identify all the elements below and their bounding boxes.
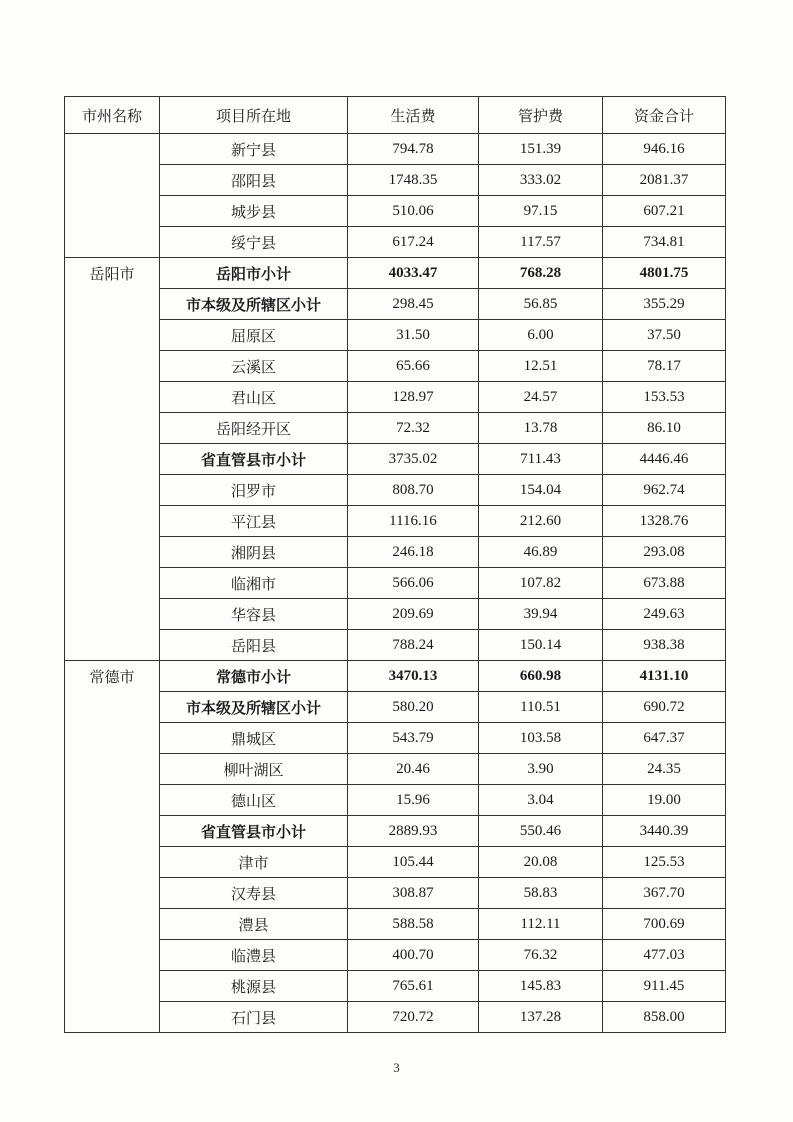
cell-city: [65, 971, 160, 1002]
cell-city: [65, 723, 160, 754]
cell-location: 平江县: [160, 506, 348, 537]
table-row: [65, 971, 726, 1002]
table-row: [65, 661, 726, 692]
cell-care-cost: 39.94: [479, 599, 603, 630]
cell-care-cost: 3.04: [479, 785, 603, 816]
cell-location: 屈原区: [160, 320, 348, 351]
cell-living-cost: 765.61: [348, 971, 479, 1002]
cell-city: [65, 568, 160, 599]
cell-location: 华容县: [160, 599, 348, 630]
cell-city: [65, 320, 160, 351]
table-row: [65, 134, 726, 165]
cell-city: [65, 165, 160, 196]
cell-total: 86.10: [603, 413, 726, 444]
cell-city: 岳阳市: [65, 258, 160, 289]
cell-city: [65, 227, 160, 258]
cell-total: 293.08: [603, 537, 726, 568]
cell-total: 24.35: [603, 754, 726, 785]
cell-care-cost: 110.51: [479, 692, 603, 723]
cell-total: 690.72: [603, 692, 726, 723]
cell-total: 477.03: [603, 940, 726, 971]
table-row: [65, 227, 726, 258]
cell-total: 700.69: [603, 909, 726, 940]
cell-living-cost: 1748.35: [348, 165, 479, 196]
cell-living-cost: 543.79: [348, 723, 479, 754]
cell-city: [65, 940, 160, 971]
cell-city: [65, 847, 160, 878]
cell-care-cost: 103.58: [479, 723, 603, 754]
table-row: [65, 847, 726, 878]
cell-city: [65, 134, 160, 165]
table-row: [65, 568, 726, 599]
page-number: 3: [393, 1060, 400, 1075]
cell-total: 4446.46: [603, 444, 726, 475]
cell-location: 澧县: [160, 909, 348, 940]
cell-total: 673.88: [603, 568, 726, 599]
table-row: [65, 196, 726, 227]
table-row: [65, 630, 726, 661]
cell-city: [65, 382, 160, 413]
cell-total: 367.70: [603, 878, 726, 909]
cell-living-cost: 720.72: [348, 1002, 479, 1033]
cell-total: 125.53: [603, 847, 726, 878]
cell-living-cost: 566.06: [348, 568, 479, 599]
cell-city: [65, 537, 160, 568]
cell-location: 津市: [160, 847, 348, 878]
cell-location: 岳阳市小计: [160, 258, 348, 289]
cell-total: 4131.10: [603, 661, 726, 692]
cell-city: [65, 816, 160, 847]
table-row: [65, 940, 726, 971]
cell-total: 37.50: [603, 320, 726, 351]
cell-city: [65, 599, 160, 630]
cell-total: 2081.37: [603, 165, 726, 196]
cell-location: 岳阳经开区: [160, 413, 348, 444]
table-row: [65, 258, 726, 289]
cell-location: 鼎城区: [160, 723, 348, 754]
cell-living-cost: 588.58: [348, 909, 479, 940]
cell-care-cost: 13.78: [479, 413, 603, 444]
cell-living-cost: 794.78: [348, 134, 479, 165]
cell-location: 汨罗市: [160, 475, 348, 506]
header-total: 资金合计: [603, 97, 726, 134]
cell-care-cost: 150.14: [479, 630, 603, 661]
cell-total: 858.00: [603, 1002, 726, 1033]
table-row: [65, 816, 726, 847]
cell-living-cost: 20.46: [348, 754, 479, 785]
table-row: [65, 599, 726, 630]
cell-location: 石门县: [160, 1002, 348, 1033]
cell-city: [65, 1002, 160, 1033]
cell-location: 柳叶湖区: [160, 754, 348, 785]
cell-living-cost: 788.24: [348, 630, 479, 661]
cell-living-cost: 72.32: [348, 413, 479, 444]
table-row: [65, 537, 726, 568]
cell-living-cost: 105.44: [348, 847, 479, 878]
cell-city: [65, 289, 160, 320]
table-row: [65, 351, 726, 382]
cell-care-cost: 107.82: [479, 568, 603, 599]
table-row: [65, 444, 726, 475]
table-row: [65, 382, 726, 413]
cell-total: 4801.75: [603, 258, 726, 289]
cell-living-cost: 209.69: [348, 599, 479, 630]
cell-total: 3440.39: [603, 816, 726, 847]
cell-city: [65, 909, 160, 940]
cell-total: 1328.76: [603, 506, 726, 537]
cell-city: [65, 785, 160, 816]
cell-location: 临湘市: [160, 568, 348, 599]
cell-living-cost: 128.97: [348, 382, 479, 413]
cell-living-cost: 3735.02: [348, 444, 479, 475]
cell-care-cost: 56.85: [479, 289, 603, 320]
cell-location: 省直管县市小计: [160, 816, 348, 847]
cell-city: [65, 413, 160, 444]
cell-care-cost: 112.11: [479, 909, 603, 940]
cell-city: [65, 692, 160, 723]
cell-living-cost: 298.45: [348, 289, 479, 320]
cell-care-cost: 137.28: [479, 1002, 603, 1033]
cell-living-cost: 308.87: [348, 878, 479, 909]
cell-care-cost: 3.90: [479, 754, 603, 785]
cell-care-cost: 212.60: [479, 506, 603, 537]
cell-location: 常德市小计: [160, 661, 348, 692]
cell-living-cost: 246.18: [348, 537, 479, 568]
table-row: [65, 785, 726, 816]
cell-care-cost: 117.57: [479, 227, 603, 258]
cell-total: 153.53: [603, 382, 726, 413]
cell-city: 常德市: [65, 661, 160, 692]
cell-city: [65, 444, 160, 475]
cell-city: [65, 754, 160, 785]
cell-living-cost: 400.70: [348, 940, 479, 971]
cell-location: 省直管县市小计: [160, 444, 348, 475]
table-row: [65, 754, 726, 785]
cell-living-cost: 510.06: [348, 196, 479, 227]
cell-living-cost: 65.66: [348, 351, 479, 382]
table-row: [65, 909, 726, 940]
cell-care-cost: 154.04: [479, 475, 603, 506]
table-row: [65, 320, 726, 351]
cell-total: 19.00: [603, 785, 726, 816]
cell-care-cost: 711.43: [479, 444, 603, 475]
cell-care-cost: 151.39: [479, 134, 603, 165]
cell-care-cost: 58.83: [479, 878, 603, 909]
cell-total: 962.74: [603, 475, 726, 506]
cell-city: [65, 196, 160, 227]
cell-total: 911.45: [603, 971, 726, 1002]
cell-location: 岳阳县: [160, 630, 348, 661]
cell-care-cost: 660.98: [479, 661, 603, 692]
cell-location: 汉寿县: [160, 878, 348, 909]
cell-care-cost: 76.32: [479, 940, 603, 971]
table-header-row: [65, 97, 726, 134]
cell-care-cost: 768.28: [479, 258, 603, 289]
cell-location: 君山区: [160, 382, 348, 413]
cell-total: 78.17: [603, 351, 726, 382]
cell-total: 355.29: [603, 289, 726, 320]
cell-living-cost: 580.20: [348, 692, 479, 723]
cell-location: 湘阴县: [160, 537, 348, 568]
table-body: [65, 134, 726, 1033]
cell-total: 607.21: [603, 196, 726, 227]
cell-care-cost: 333.02: [479, 165, 603, 196]
cell-total: 734.81: [603, 227, 726, 258]
cell-care-cost: 550.46: [479, 816, 603, 847]
cell-total: 946.16: [603, 134, 726, 165]
cell-care-cost: 24.57: [479, 382, 603, 413]
cell-total: 938.38: [603, 630, 726, 661]
table-row: [65, 506, 726, 537]
table-row: [65, 878, 726, 909]
cell-total: 647.37: [603, 723, 726, 754]
table-row: [65, 475, 726, 506]
cell-living-cost: 808.70: [348, 475, 479, 506]
cell-care-cost: 12.51: [479, 351, 603, 382]
table-row: [65, 692, 726, 723]
cell-location: 城步县: [160, 196, 348, 227]
cell-living-cost: 15.96: [348, 785, 479, 816]
cell-living-cost: 4033.47: [348, 258, 479, 289]
cell-living-cost: 1116.16: [348, 506, 479, 537]
cell-city: [65, 475, 160, 506]
cell-location: 新宁县: [160, 134, 348, 165]
cell-living-cost: 617.24: [348, 227, 479, 258]
cell-location: 市本级及所辖区小计: [160, 289, 348, 320]
cell-care-cost: 46.89: [479, 537, 603, 568]
cell-location: 桃源县: [160, 971, 348, 1002]
cell-living-cost: 2889.93: [348, 816, 479, 847]
cell-living-cost: 3470.13: [348, 661, 479, 692]
funds-table: [64, 96, 726, 1033]
cell-living-cost: 31.50: [348, 320, 479, 351]
table-row: [65, 1002, 726, 1033]
cell-city: [65, 506, 160, 537]
cell-care-cost: 6.00: [479, 320, 603, 351]
header-location: 项目所在地: [160, 97, 348, 134]
cell-city: [65, 878, 160, 909]
cell-location: 邵阳县: [160, 165, 348, 196]
table-row: [65, 723, 726, 754]
cell-care-cost: 145.83: [479, 971, 603, 1002]
cell-city: [65, 351, 160, 382]
table-row: [65, 413, 726, 444]
cell-care-cost: 20.08: [479, 847, 603, 878]
cell-location: 临澧县: [160, 940, 348, 971]
cell-location: 德山区: [160, 785, 348, 816]
table-row: [65, 165, 726, 196]
cell-total: 249.63: [603, 599, 726, 630]
header-living-cost: 生活费: [348, 97, 479, 134]
header-city: 市州名称: [65, 97, 160, 134]
cell-location: 云溪区: [160, 351, 348, 382]
cell-location: 市本级及所辖区小计: [160, 692, 348, 723]
cell-care-cost: 97.15: [479, 196, 603, 227]
table-row: [65, 289, 726, 320]
cell-city: [65, 630, 160, 661]
cell-location: 绥宁县: [160, 227, 348, 258]
header-care-cost: 管护费: [479, 97, 603, 134]
